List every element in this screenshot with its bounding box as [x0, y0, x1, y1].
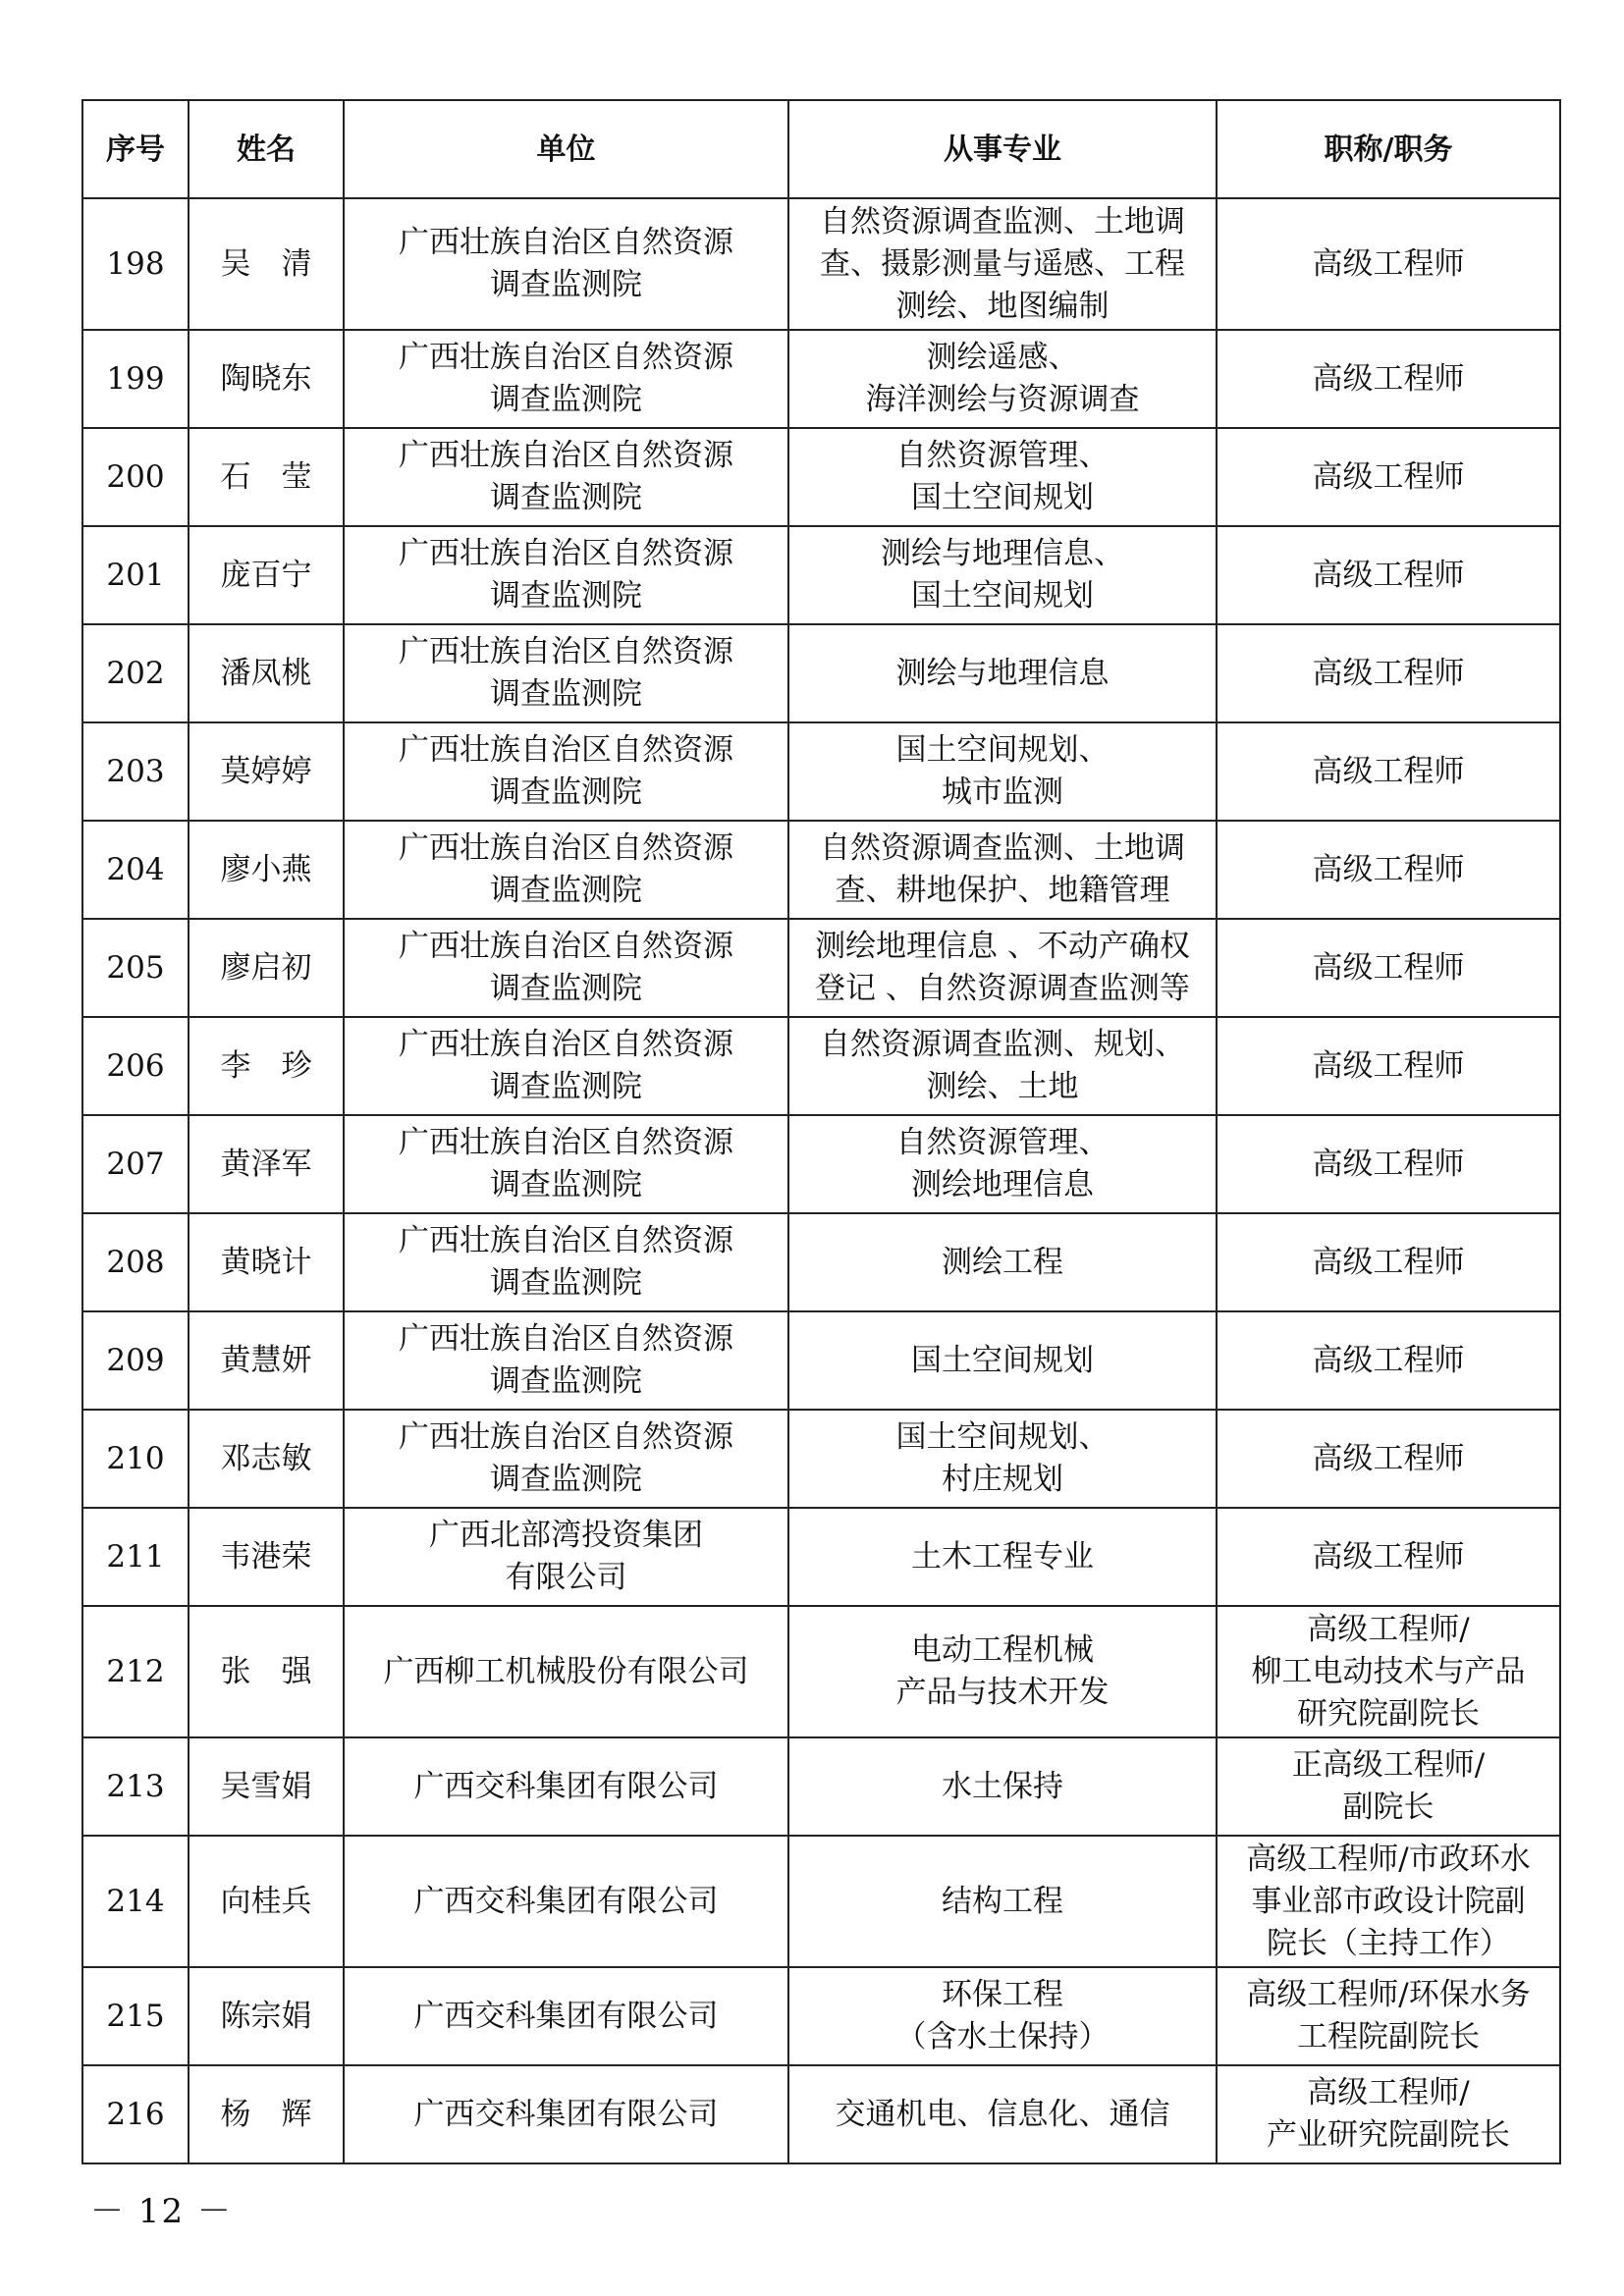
cell-name: 庞百宁: [189, 526, 344, 624]
cell-title-line: 正高级工程师/: [1291, 1747, 1486, 1783]
cell-title-line: 高级工程师: [1312, 949, 1465, 986]
cell-title-line: 研究院副院长: [1297, 1695, 1480, 1732]
cell-no: 203: [82, 722, 189, 821]
cell-title-line: 产业研究院副院长: [1267, 2117, 1510, 2153]
cell-unit-line: 广西壮族自治区自然资源: [399, 1125, 733, 1160]
cell-unit-line: 广西壮族自治区自然资源: [399, 929, 733, 964]
cell-unit-line: 调查监测院: [490, 267, 642, 302]
cell-unit: [344, 1737, 788, 1836]
cell-no: 208: [82, 1213, 189, 1311]
cell-specialty-line: 环保工程: [942, 1977, 1063, 2012]
cell-specialty-line: 交通机电、信息化、通信: [835, 2096, 1170, 2132]
cell-unit: [344, 722, 788, 821]
table-row: [82, 1410, 1560, 1508]
cell-title-line: 高级工程师: [1312, 1244, 1465, 1280]
cell-unit-line: 调查监测院: [490, 774, 642, 810]
cell-unit: [344, 198, 788, 330]
table-row: [82, 330, 1560, 428]
cell-unit: [344, 1115, 788, 1213]
cell-unit: [344, 919, 788, 1017]
table-body: [82, 198, 1560, 2163]
cell-specialty: [788, 428, 1217, 526]
cell-unit: [344, 428, 788, 526]
cell-unit-line: 广西壮族自治区自然资源: [399, 536, 733, 571]
table-row: [82, 1311, 1560, 1410]
cell-title-line: 事业部市政设计院副: [1251, 1883, 1526, 1919]
cell-specialty: [788, 1606, 1217, 1737]
cell-specialty-line: 电动工程机械: [911, 1632, 1094, 1668]
table-row: [82, 624, 1560, 722]
cell-specialty-line: 自然资源管理、: [895, 1125, 1110, 1160]
cell-unit: [344, 1311, 788, 1410]
cell-unit-line: 广西交科集团有限公司: [413, 2096, 719, 2132]
cell-specialty: [788, 722, 1217, 821]
cell-unit: [344, 1410, 788, 1508]
cell-title: [1217, 1311, 1560, 1410]
cell-name: 吴雪娟: [189, 1737, 344, 1836]
cell-title: [1217, 821, 1560, 919]
cell-specialty: [788, 198, 1217, 330]
cell-specialty-line: 结构工程: [942, 1883, 1063, 1919]
cell-specialty: [788, 1967, 1217, 2065]
cell-no: 204: [82, 821, 189, 919]
table-row: [82, 1213, 1560, 1311]
cell-unit: [344, 1967, 788, 2065]
cell-specialty-line: 自然资源调查监测、土地调: [820, 203, 1185, 240]
cell-title-line: 高级工程师: [1312, 851, 1465, 887]
cell-unit-line: 调查监测院: [490, 578, 642, 614]
cell-name: 莫婷婷: [189, 722, 344, 821]
cell-title: [1217, 1115, 1560, 1213]
cell-name: 李 珍: [189, 1017, 344, 1115]
cell-specialty-line: 产品与技术开发: [895, 1675, 1110, 1710]
cell-unit: [344, 1508, 788, 1606]
cell-specialty-line: 自然资源调查监测、规划、: [820, 1027, 1185, 1062]
cell-no: 210: [82, 1410, 189, 1508]
cell-unit-line: 广西壮族自治区自然资源: [399, 340, 733, 375]
table-row: [82, 1508, 1560, 1606]
cell-specialty-line: 测绘工程: [942, 1244, 1063, 1280]
cell-no: 214: [82, 1836, 189, 1967]
cell-name: 石 莹: [189, 428, 344, 526]
cell-unit-line: 广西壮族自治区自然资源: [399, 634, 733, 669]
cell-specialty-line: 查、耕地保护、地籍管理: [835, 873, 1170, 908]
cell-specialty: [788, 1213, 1217, 1311]
cell-specialty-line: 国土空间规划: [911, 480, 1094, 515]
cell-specialty-line: 登记 、自然资源调查监测等: [815, 971, 1190, 1006]
table-row: [82, 198, 1560, 330]
cell-no: 209: [82, 1311, 189, 1410]
cell-specialty: [788, 2065, 1217, 2163]
cell-no: 198: [82, 198, 189, 330]
cell-specialty-line: 国土空间规划: [911, 578, 1094, 614]
cell-title-line: 高级工程师/市政环水: [1246, 1841, 1531, 1877]
cell-unit: [344, 1213, 788, 1311]
cell-title-line: 高级工程师: [1312, 1342, 1465, 1378]
cell-unit: [344, 2065, 788, 2163]
cell-specialty: [788, 919, 1217, 1017]
cell-name: 杨 辉: [189, 2065, 344, 2163]
cell-no: 207: [82, 1115, 189, 1213]
cell-unit-line: 调查监测院: [490, 382, 642, 417]
cell-title: [1217, 919, 1560, 1017]
cell-specialty-line: 查、摄影测量与遥感、工程: [820, 245, 1185, 282]
cell-no: 200: [82, 428, 189, 526]
cell-title: [1217, 624, 1560, 722]
table-header-row: [82, 100, 1560, 198]
cell-unit: [344, 1606, 788, 1737]
header-specialty: 从事专业: [788, 100, 1217, 198]
cell-title: [1217, 2065, 1560, 2163]
cell-unit: [344, 1017, 788, 1115]
cell-unit-line: 调查监测院: [490, 873, 642, 908]
cell-title-line: 高级工程师: [1312, 753, 1465, 789]
header-name: 姓名: [189, 100, 344, 198]
cell-name: 廖启初: [189, 919, 344, 1017]
table-row: [82, 722, 1560, 821]
cell-title-line: 高级工程师: [1312, 458, 1465, 495]
table-row: [82, 526, 1560, 624]
table-row: [82, 1017, 1560, 1115]
cell-specialty: [788, 1836, 1217, 1967]
cell-name: 廖小燕: [189, 821, 344, 919]
cell-unit-line: 广西壮族自治区自然资源: [399, 225, 733, 260]
cell-no: 206: [82, 1017, 189, 1115]
cell-unit-line: 调查监测院: [490, 676, 642, 712]
cell-no: 201: [82, 526, 189, 624]
cell-specialty: [788, 1311, 1217, 1410]
cell-unit-line: 广西交科集团有限公司: [413, 1998, 719, 2034]
table-row: [82, 1606, 1560, 1737]
cell-title: [1217, 1508, 1560, 1606]
cell-name: 向桂兵: [189, 1836, 344, 1967]
cell-title-line: 高级工程师/: [1307, 2075, 1470, 2110]
cell-no: 211: [82, 1508, 189, 1606]
cell-unit-line: 调查监测院: [490, 971, 642, 1006]
cell-name: 张 强: [189, 1606, 344, 1737]
table-row: [82, 2065, 1560, 2163]
cell-unit-line: 调查监测院: [490, 1167, 642, 1202]
cell-title-line: 工程院副院长: [1297, 2019, 1480, 2055]
cell-unit-line: 广西交科集团有限公司: [413, 1768, 719, 1804]
cell-specialty: [788, 1508, 1217, 1606]
cell-specialty: [788, 1115, 1217, 1213]
cell-title: [1217, 1967, 1560, 2065]
cell-title: [1217, 526, 1560, 624]
cell-title-line: 高级工程师: [1312, 1440, 1465, 1476]
cell-unit: [344, 330, 788, 428]
cell-title-line: 院长（主持工作）: [1267, 1925, 1510, 1961]
cell-unit-line: 调查监测院: [490, 1265, 642, 1301]
cell-unit-line: 广西壮族自治区自然资源: [399, 1321, 733, 1357]
cell-specialty-line: 测绘、地图编制: [895, 288, 1110, 324]
cell-name: 陈宗娟: [189, 1967, 344, 2065]
cell-specialty: [788, 1737, 1217, 1836]
cell-title: [1217, 1836, 1560, 1967]
cell-unit-line: 有限公司: [505, 1560, 627, 1595]
cell-specialty: [788, 624, 1217, 722]
cell-unit: [344, 821, 788, 919]
cell-title-line: 高级工程师: [1312, 557, 1465, 593]
cell-specialty-line: （含水土保持）: [895, 2019, 1110, 2055]
cell-no: 215: [82, 1967, 189, 2065]
cell-title-line: 柳工电动技术与产品: [1251, 1653, 1526, 1689]
cell-specialty-line: 国土空间规划、: [895, 732, 1110, 768]
cell-name: 吴 清: [189, 198, 344, 330]
cell-unit-line: 广西壮族自治区自然资源: [399, 1419, 733, 1455]
cell-unit-line: 调查监测院: [490, 1462, 642, 1497]
cell-no: 202: [82, 624, 189, 722]
page-number: － 12 －: [90, 2192, 233, 2231]
cell-unit-line: 调查监测院: [490, 1363, 642, 1399]
cell-title-line: 高级工程师: [1312, 245, 1465, 282]
cell-title: [1217, 1410, 1560, 1508]
cell-specialty-line: 测绘地理信息: [911, 1167, 1094, 1202]
cell-title-line: 高级工程师: [1312, 655, 1465, 691]
table-row: [82, 919, 1560, 1017]
cell-title: [1217, 198, 1560, 330]
cell-title-line: 高级工程师: [1312, 360, 1465, 397]
cell-specialty: [788, 330, 1217, 428]
cell-no: 199: [82, 330, 189, 428]
cell-unit-line: 广西壮族自治区自然资源: [399, 1223, 733, 1258]
cell-specialty-line: 测绘遥感、: [926, 340, 1079, 375]
cell-title: [1217, 428, 1560, 526]
cell-name: 陶晓东: [189, 330, 344, 428]
cell-specialty-line: 国土空间规划: [911, 1342, 1094, 1378]
cell-title: [1217, 1737, 1560, 1836]
cell-unit: [344, 1836, 788, 1967]
cell-unit: [344, 526, 788, 624]
cell-title: [1217, 722, 1560, 821]
cell-no: 216: [82, 2065, 189, 2163]
cell-specialty-line: 村庄规划: [942, 1462, 1063, 1497]
cell-title: [1217, 1213, 1560, 1311]
cell-specialty-line: 水土保持: [942, 1768, 1063, 1804]
cell-unit-line: 调查监测院: [490, 1069, 642, 1104]
table-row: [82, 1115, 1560, 1213]
cell-specialty-line: 城市监测: [942, 774, 1063, 810]
cell-specialty-line: 测绘、土地: [926, 1069, 1079, 1104]
cell-specialty-line: 测绘地理信息 、不动产确权: [815, 929, 1190, 964]
cell-no: 212: [82, 1606, 189, 1737]
cell-specialty: [788, 1410, 1217, 1508]
cell-specialty-line: 测绘与地理信息: [895, 655, 1110, 691]
header-title: 职称/职务: [1217, 100, 1560, 198]
cell-specialty: [788, 526, 1217, 624]
cell-title-line: 高级工程师/环保水务: [1246, 1977, 1531, 2012]
cell-name: 邓志敏: [189, 1410, 344, 1508]
cell-title-line: 高级工程师: [1312, 1538, 1465, 1575]
cell-unit-line: 广西北部湾投资集团: [429, 1518, 703, 1553]
cell-specialty: [788, 821, 1217, 919]
cell-title-line: 副院长: [1342, 1789, 1435, 1825]
cell-specialty-line: 海洋测绘与资源调查: [865, 382, 1140, 417]
cell-title-line: 高级工程师: [1312, 1047, 1465, 1084]
cell-unit: [344, 624, 788, 722]
header-no: 序号: [82, 100, 189, 198]
cell-specialty-line: 自然资源管理、: [895, 438, 1110, 473]
header-unit: 单位: [344, 100, 788, 198]
cell-unit-line: 广西交科集团有限公司: [413, 1883, 719, 1919]
cell-unit-line: 广西壮族自治区自然资源: [399, 438, 733, 473]
cell-name: 黄慧妍: [189, 1311, 344, 1410]
cell-specialty-line: 自然资源调查监测、土地调: [820, 830, 1185, 866]
table-row: [82, 428, 1560, 526]
cell-specialty-line: 土木工程专业: [911, 1538, 1094, 1575]
cell-name: 黄泽军: [189, 1115, 344, 1213]
cell-title: [1217, 1017, 1560, 1115]
cell-unit-line: 广西壮族自治区自然资源: [399, 732, 733, 768]
cell-no: 213: [82, 1737, 189, 1836]
cell-specialty: [788, 1017, 1217, 1115]
cell-title: [1217, 1606, 1560, 1737]
cell-title-line: 高级工程师: [1312, 1146, 1465, 1182]
table-row: [82, 821, 1560, 919]
cell-no: 205: [82, 919, 189, 1017]
table-row: [82, 1836, 1560, 1967]
cell-unit-line: 广西壮族自治区自然资源: [399, 830, 733, 866]
cell-title-line: 高级工程师/: [1307, 1611, 1470, 1647]
cell-name: 韦港荣: [189, 1508, 344, 1606]
cell-name: 黄晓计: [189, 1213, 344, 1311]
cell-unit-line: 广西柳工机械股份有限公司: [383, 1653, 749, 1689]
cell-name: 潘凤桃: [189, 624, 344, 722]
cell-unit-line: 广西壮族自治区自然资源: [399, 1027, 733, 1062]
cell-unit-line: 调查监测院: [490, 480, 642, 515]
cell-title: [1217, 330, 1560, 428]
cell-specialty-line: 测绘与地理信息、: [881, 536, 1124, 571]
table-row: [82, 1737, 1560, 1836]
table-row: [82, 1967, 1560, 2065]
cell-specialty-line: 国土空间规划、: [895, 1419, 1110, 1455]
personnel-table: [81, 99, 1561, 2164]
